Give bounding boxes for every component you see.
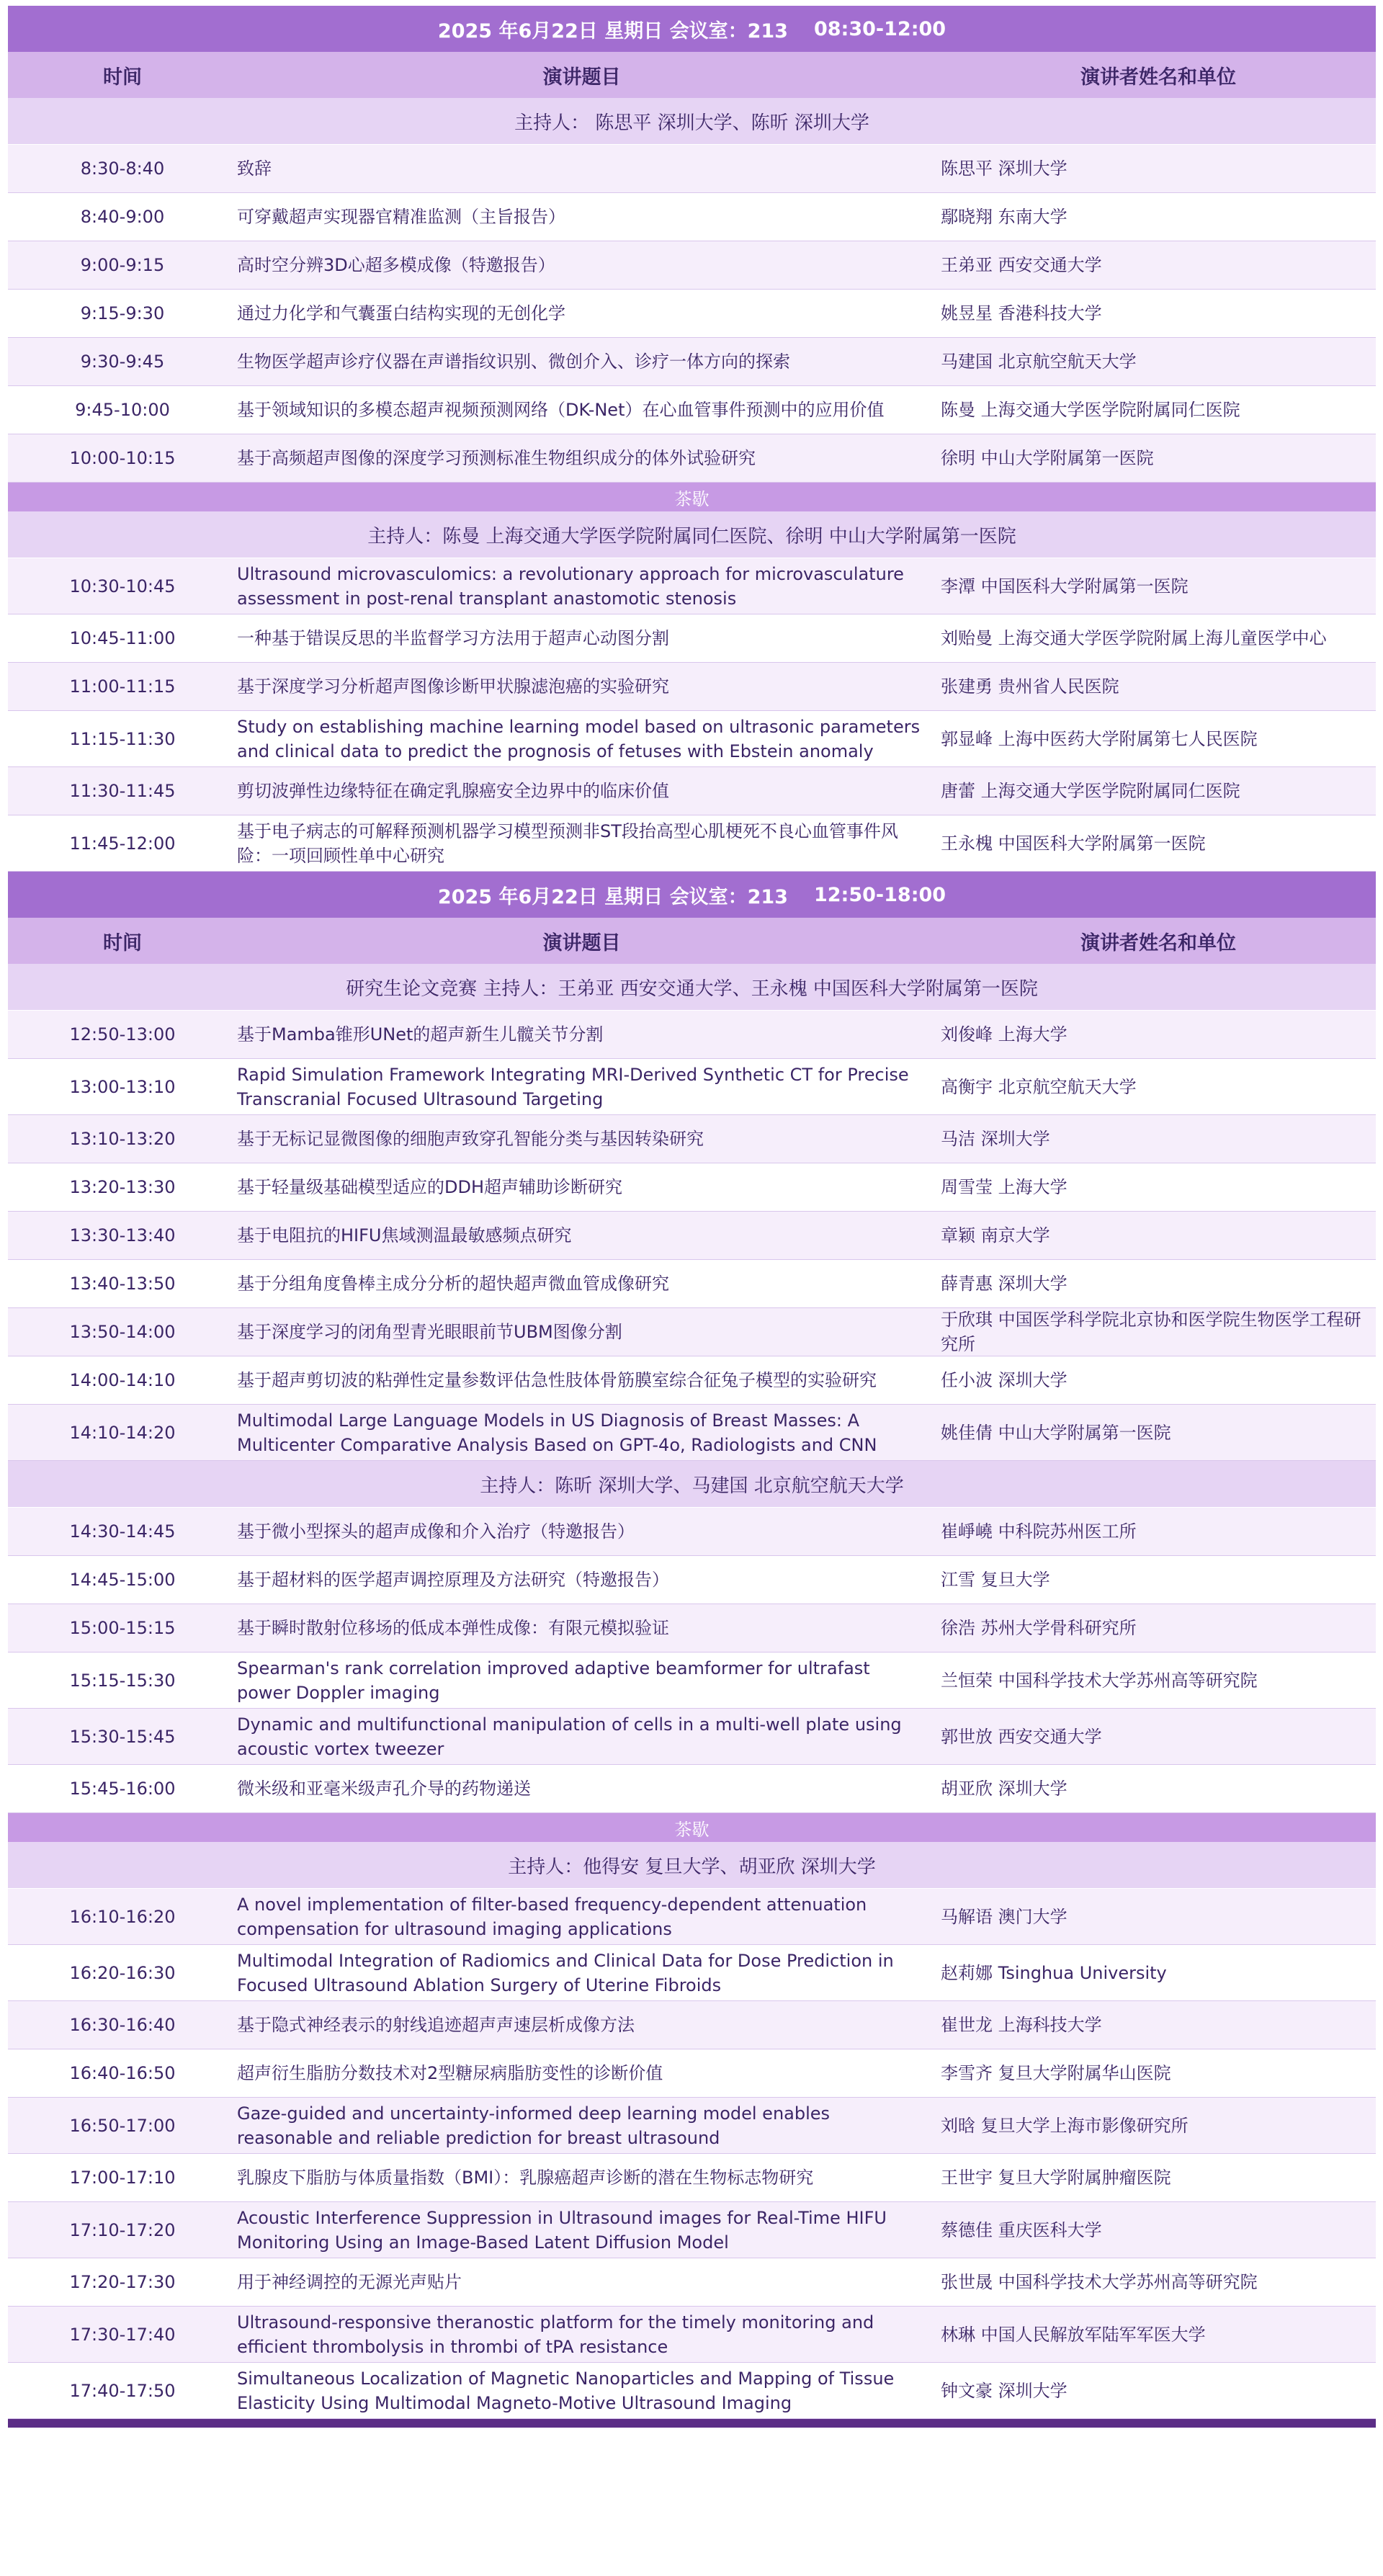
talk-speaker: 刘俊峰 上海大学 (941, 1024, 1068, 1045)
table-row (8, 558, 1376, 614)
talk-time: 14:10-14:20 (69, 1422, 176, 1443)
talk-speaker: 张建勇 贵州省人民医院 (941, 676, 1119, 697)
table-row (8, 663, 1376, 711)
talk-time: 13:00-13:10 (69, 1076, 176, 1097)
table-row (8, 1308, 1376, 1356)
talk-topic: 乳腺皮下脂肪与体质量指数（BMI）：乳腺癌超声诊断的潜在生物标志物研究 (237, 2168, 814, 2188)
talk-speaker: 张世晟 中国科学技术大学苏州高等研究院 (941, 2272, 1258, 2292)
talk-speaker: 郭世放 西安交通大学 (941, 1726, 1102, 1747)
table-row (8, 1115, 1376, 1163)
column-header-row (8, 52, 1376, 98)
talk-speaker: 胡亚欣 深圳大学 (941, 1779, 1068, 1799)
session-title-bar (8, 872, 1376, 918)
column-header-time: 时间 (103, 931, 142, 954)
talk-topic: 基于深度学习分析超声图像诊断甲状腺滤泡癌的实验研究 (237, 676, 669, 697)
host-row: 主持人： 陈思平 深圳大学、陈昕 深圳大学 (8, 98, 1376, 145)
talk-time: 9:15-9:30 (80, 303, 165, 323)
talk-time: 16:50-17:00 (69, 2115, 176, 2136)
session-title-bar (8, 6, 1376, 52)
table-row (8, 1059, 1376, 1115)
talk-time: 11:15-11:30 (69, 728, 176, 749)
talk-speaker: 薛青惠 深圳大学 (941, 1274, 1068, 1294)
talk-time: 16:30-16:40 (69, 2015, 176, 2035)
talk-topic: 基于隐式神经表示的射线追迹超声声速层析成像方法 (237, 2015, 635, 2035)
table-row (8, 2258, 1376, 2307)
talk-topic: Dynamic and multifunctional manipulation of cells in a multi-well plate using acoustic vortex tweezer (237, 1714, 902, 1759)
talk-speaker: 李潭 中国医科大学附属第一医院 (941, 576, 1189, 596)
table-row (8, 1889, 1376, 1945)
table-row (8, 1653, 1376, 1709)
table-row (8, 1709, 1376, 1765)
column-header-topic: 演讲题目 (542, 66, 621, 89)
talk-speaker: 蔡德佳 重庆医科大学 (941, 2219, 1102, 2240)
table-row (8, 2049, 1376, 2098)
talk-topic: 基于电阻抗的HIFU焦域测温最敏感频点研究 (237, 1225, 572, 1245)
talk-speaker: 于欣琪 中国医学科学院北京协和医学院生物医学工程研究所 (941, 1310, 1361, 1354)
talk-time: 15:30-15:45 (69, 1726, 176, 1747)
table-row (8, 1508, 1376, 1556)
talk-speaker: 王世宇 复旦大学附属肿瘤医院 (941, 2168, 1171, 2188)
session-time: 12:50-18:00 (813, 883, 946, 906)
talk-time: 13:40-13:50 (69, 1274, 176, 1294)
talk-time: 17:20-17:30 (69, 2272, 176, 2292)
table-row (8, 1405, 1376, 1461)
talk-topic: 基于分组角度鲁棒主成分分析的超快超声微血管成像研究 (237, 1274, 669, 1294)
talk-topic: A novel implementation of filter-based frequency-dependent attenuation compensation for ultrasound imaging applications (237, 1894, 867, 1939)
table-row (8, 2363, 1376, 2419)
table-row (8, 815, 1376, 872)
talk-topic: Acoustic Interference Suppression in Ultrasound images for Real-Time HIFU Monitoring Using an Image-Based Latent Diffusion Model (237, 2207, 887, 2253)
column-header-speaker: 演讲者姓名和单位 (1080, 66, 1236, 89)
talk-topic: 微米级和亚毫米级声孔介导的药物递送 (237, 1779, 531, 1799)
talk-speaker: 钟文豪 深圳大学 (941, 2380, 1068, 2401)
table-row (8, 1212, 1376, 1260)
talk-topic: 超声衍生脂肪分数技术对2型糖尿病脂肪变性的诊断价值 (237, 2063, 663, 2083)
talk-speaker: 鄢晓翔 东南大学 (941, 207, 1068, 227)
table-row (8, 241, 1376, 290)
talk-topic: 基于无标记显微图像的细胞声致穿孔智能分类与基因转染研究 (237, 1129, 704, 1149)
talk-topic: Gaze-guided and uncertainty-informed deep learning model enables reasonable and reliable prediction for breast ultrasound (237, 2103, 831, 2148)
tea-break-row: 茶歇 (8, 1813, 1376, 1842)
talk-topic: 一种基于错误反思的半监督学习方法用于超声心动图分割 (237, 628, 669, 648)
talk-time: 14:30-14:45 (69, 1521, 176, 1542)
talk-speaker: 周雪莹 上海大学 (941, 1177, 1068, 1197)
talk-time: 17:00-17:10 (69, 2168, 176, 2188)
talk-speaker: 林琳 中国人民解放军陆军军医大学 (941, 2324, 1206, 2345)
talk-time: 16:40-16:50 (69, 2063, 176, 2083)
table-row (8, 767, 1376, 815)
talk-topic: 基于电子病志的可解释预测机器学习模型预测非ST段抬高型心肌梗死不良心血管事件风险：一项回顾性单中心研究 (237, 820, 898, 866)
talk-topic: 基于领域知识的多模态超声视频预测网络（DK-Net）在心血管事件预测中的应用价值 (237, 400, 885, 420)
table-row (8, 193, 1376, 241)
talk-topic: 剪切波弹性边缘特征在确定乳腺癌安全边界中的临床价值 (237, 781, 669, 801)
talk-time: 14:45-15:00 (69, 1570, 176, 1590)
table-row (8, 1765, 1376, 1813)
talk-topic: 基于轻量级基础模型适应的DDH超声辅助诊断研究 (237, 1177, 623, 1197)
talk-time: 17:30-17:40 (69, 2324, 176, 2345)
talk-time: 10:45-11:00 (69, 628, 176, 648)
table-row (8, 338, 1376, 386)
table-row (8, 1011, 1376, 1059)
table-row (8, 2001, 1376, 2049)
talk-topic: 可穿戴超声实现器官精准监测（主旨报告） (237, 207, 565, 227)
talk-topic: 致辞 (237, 158, 272, 179)
talk-topic: 基于深度学习的闭角型青光眼眼前节UBM图像分割 (237, 1322, 622, 1342)
talk-speaker: 王弟亚 西安交通大学 (941, 255, 1102, 275)
talk-time: 10:00-10:15 (69, 448, 176, 468)
talk-time: 12:50-13:00 (69, 1024, 176, 1045)
table-row (8, 386, 1376, 434)
column-header-speaker: 演讲者姓名和单位 (1080, 931, 1236, 954)
talk-speaker: 姚昱星 香港科技大学 (941, 303, 1102, 323)
talk-speaker: 王永槐 中国医科大学附属第一医院 (941, 833, 1206, 854)
talk-time: 10:30-10:45 (69, 576, 176, 596)
conference-schedule (8, 6, 1376, 2428)
talk-topic: 通过力化学和气囊蛋白结构实现的无创化学 (237, 303, 565, 323)
talk-speaker: 刘晗 复旦大学上海市影像研究所 (941, 2115, 1189, 2136)
table-row (8, 1945, 1376, 2001)
talk-topic: Simultaneous Localization of Magnetic Nanoparticles and Mapping of Tissue Elasticity Using Multimodal Magneto-Motive Ultrasound Imaging (237, 2368, 895, 2413)
talk-speaker: 姚佳倩 中山大学附属第一医院 (941, 1422, 1171, 1443)
talk-topic: Multimodal Integration of Radiomics and Clinical Data for Dose Prediction in Focused Ultrasound Ablation Surgery of Uterine Fibroids (237, 1950, 894, 1995)
talk-topic: Ultrasound microvasculomics: a revolutionary approach for microvasculature assessment in post-renal transplant anastomotic stenosis (237, 563, 904, 609)
table-row (8, 2307, 1376, 2363)
table-row (8, 2098, 1376, 2154)
host-row: 主持人：陈昕 深圳大学、马建国 北京航空航天大学 (8, 1461, 1376, 1508)
talk-topic: 基于超材料的医学超声调控原理及方法研究（特邀报告） (237, 1570, 669, 1590)
talk-time: 13:20-13:30 (69, 1177, 176, 1197)
talk-time: 15:15-15:30 (69, 1670, 176, 1691)
column-header-row (8, 918, 1376, 964)
talk-speaker: 唐蕾 上海交通大学医学院附属同仁医院 (941, 781, 1240, 801)
talk-time: 17:40-17:50 (69, 2380, 176, 2401)
talk-topic: 生物医学超声诊疗仪器在声谱指纹识别、微创介入、诊疗一体方向的探索 (237, 352, 790, 372)
table-row (8, 2154, 1376, 2202)
talk-time: 11:30-11:45 (69, 781, 176, 801)
talk-time: 13:30-13:40 (69, 1225, 176, 1245)
talk-speaker: 章颖 南京大学 (941, 1225, 1050, 1245)
table-row (8, 1260, 1376, 1308)
talk-topic: 基于超声剪切波的粘弹性定量参数评估急性肢体骨筋膜室综合征兔子模型的实验研究 (237, 1370, 877, 1390)
talk-time: 15:45-16:00 (69, 1779, 176, 1799)
table-row (8, 290, 1376, 338)
table-row (8, 434, 1376, 483)
talk-speaker: 江雪 复旦大学 (941, 1570, 1050, 1590)
talk-speaker: 徐浩 苏州大学骨科研究所 (941, 1618, 1137, 1638)
talk-topic: 用于神经调控的无源光声贴片 (237, 2272, 462, 2292)
talk-topic: 基于Mamba锥形UNet的超声新生儿髋关节分割 (237, 1024, 604, 1045)
talk-speaker: 崔世龙 上海科技大学 (941, 2015, 1102, 2035)
talk-topic: 高时空分辨3D心超多模成像（特邀报告） (237, 255, 555, 275)
session-time: 08:30-12:00 (813, 17, 946, 40)
talk-time: 13:50-14:00 (69, 1322, 176, 1342)
talk-topic: Rapid Simulation Framework Integrating MRI-Derived Synthetic CT for Precise Transcranial Focused Ultrasound Targeting (237, 1064, 909, 1109)
talk-time: 14:00-14:10 (69, 1370, 176, 1390)
tea-break-row: 茶歇 (8, 483, 1376, 511)
talk-speaker: 兰恒荣 中国科学技术大学苏州高等研究院 (941, 1670, 1258, 1691)
talk-speaker: 徐明 中山大学附属第一医院 (941, 448, 1154, 468)
table-row (8, 1356, 1376, 1405)
talk-time: 8:30-8:40 (80, 158, 165, 179)
talk-speaker: 崔崢嶢 中科院苏州医工所 (941, 1521, 1137, 1542)
talk-time: 15:00-15:15 (69, 1618, 176, 1638)
talk-speaker: 刘贻曼 上海交通大学医学院附属上海儿童医学中心 (941, 628, 1327, 648)
talk-topic: 基于高频超声图像的深度学习预测标准生物组织成分的体外试验研究 (237, 448, 756, 468)
host-row: 主持人：他得安 复旦大学、胡亚欣 深圳大学 (8, 1842, 1376, 1889)
talk-topic: Ultrasound-responsive theranostic platform for the timely monitoring and efficient thrombolysis in thrombi of tPA resistance (237, 2312, 874, 2357)
column-header-topic: 演讲题目 (542, 931, 621, 954)
talk-speaker: 郭显峰 上海中医药大学附属第七人民医院 (941, 728, 1258, 749)
talk-time: 8:40-9:00 (80, 207, 165, 227)
talk-time: 9:00-9:15 (80, 255, 165, 275)
talk-speaker: 高衡宇 北京航空航天大学 (941, 1076, 1137, 1097)
talk-speaker: 赵莉娜 Tsinghua University (941, 1962, 1167, 1983)
talk-topic: 基于微小型探头的超声成像和介入治疗（特邀报告） (237, 1521, 635, 1542)
talk-time: 17:10-17:20 (69, 2219, 176, 2240)
talk-time: 16:10-16:20 (69, 1906, 176, 1927)
table-row (8, 614, 1376, 663)
talk-speaker: 陈曼 上海交通大学医学院附属同仁医院 (941, 400, 1240, 420)
talk-speaker: 任小波 深圳大学 (941, 1370, 1068, 1390)
column-header-time: 时间 (103, 66, 142, 89)
host-row: 研究生论文竞赛 主持人：王弟亚 西安交通大学、王永槐 中国医科大学附属第一医院 (8, 964, 1376, 1011)
host-row: 主持人：陈曼 上海交通大学医学院附属同仁医院、徐明 中山大学附属第一医院 (8, 511, 1376, 558)
talk-speaker: 马洁 深圳大学 (941, 1129, 1050, 1149)
talk-time: 11:00-11:15 (69, 676, 176, 697)
talk-time: 9:45-10:00 (75, 400, 170, 420)
talk-speaker: 马解语 澳门大学 (941, 1906, 1068, 1927)
talk-topic: Multimodal Large Language Models in US Diagnosis of Breast Masses: A Multicenter Comparative Analysis Based on GPT-4o, Radiologists and CNN (237, 1410, 877, 1455)
talk-time: 13:10-13:20 (69, 1129, 176, 1149)
talk-speaker: 马建国 北京航空航天大学 (941, 352, 1137, 372)
talk-topic: 基于瞬时散射位移场的低成本弹性成像：有限元模拟验证 (237, 1618, 669, 1638)
talk-speaker: 李雪齐 复旦大学附属华山医院 (941, 2063, 1171, 2083)
table-row (8, 145, 1376, 193)
table-row (8, 711, 1376, 767)
bottom-bar (8, 2419, 1376, 2428)
table-row (8, 1604, 1376, 1653)
talk-speaker: 陈思平 深圳大学 (941, 158, 1068, 179)
table-row (8, 1163, 1376, 1212)
talk-time: 11:45-12:00 (69, 833, 176, 854)
session-date: 2025 年6月22日 星期日 会议室：213 (437, 19, 788, 43)
talk-time: 16:20-16:30 (69, 1962, 176, 1983)
talk-topic: Spearman's rank correlation improved adaptive beamformer for ultrafast power Doppler imaging (237, 1658, 870, 1703)
table-row (8, 1556, 1376, 1604)
table-row (8, 2202, 1376, 2258)
talk-topic: Study on establishing machine learning model based on ultrasonic parameters and clinical data to predict the prognosis of fetuses with Ebstein anomaly (237, 716, 921, 761)
session-date: 2025 年6月22日 星期日 会议室：213 (437, 885, 788, 908)
talk-time: 9:30-9:45 (80, 352, 165, 372)
